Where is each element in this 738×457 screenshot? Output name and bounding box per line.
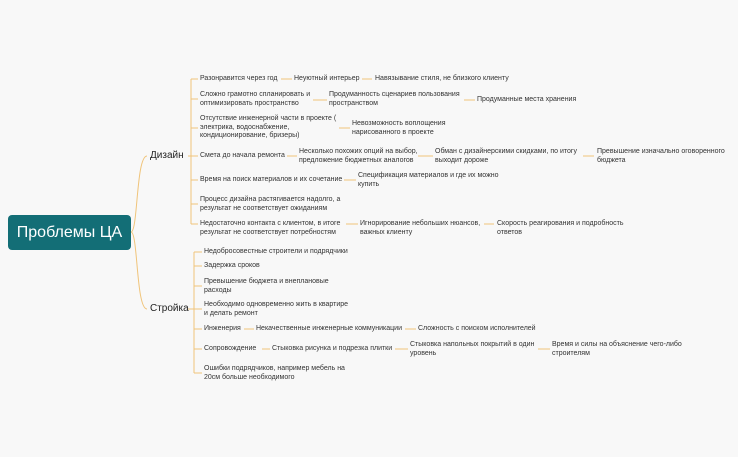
node-ignorirovanie[interactable] xyxy=(360,220,480,237)
line: бюджета xyxy=(597,156,626,164)
line: Время и силы на объяснение чего-либо xyxy=(552,341,682,348)
line: электрика, водоснабжение, xyxy=(200,123,290,131)
node-inzheneriya[interactable]: Инженерия xyxy=(204,325,241,332)
node-neuyutny[interactable]: Неуютный интерьер xyxy=(294,75,360,82)
node-stykovka-napolnyh[interactable] xyxy=(410,341,534,358)
node-soprovozhdenie[interactable]: Сопровождение xyxy=(204,345,257,352)
node-produmannost-scenariev[interactable] xyxy=(329,91,460,108)
node-nekachestvennye[interactable]: Некачественные инженерные коммуникации xyxy=(256,325,402,332)
node-produmannye-mesta[interactable]: Продуманные места хранения xyxy=(477,96,577,103)
line: Ошибки подрядчиков, например мебель на xyxy=(204,365,345,372)
line: Продуманность сценариев пользования xyxy=(329,91,460,98)
root-label: Проблемы ЦА xyxy=(16,223,123,241)
line: Превышение изначально оговоренного xyxy=(597,148,725,155)
line: и делать ремонт xyxy=(204,309,258,317)
node-neobhodimo-zhit[interactable] xyxy=(204,301,348,318)
node-otsutstvie-inzhenernoy[interactable] xyxy=(200,115,336,141)
node-nedobrosovestnye[interactable]: Недобросовестные строители и подрядчики xyxy=(204,248,348,255)
line: пространством xyxy=(329,99,378,107)
line: ответов xyxy=(497,228,522,236)
line: предложение бюджетных аналогов xyxy=(299,156,414,164)
node-specifikaciya[interactable] xyxy=(358,172,499,189)
connector-root-build xyxy=(131,232,147,309)
line: купить xyxy=(358,180,380,188)
line: результат не соответствует потребностям xyxy=(200,228,336,236)
node-zaderzhka[interactable]: Задержка сроков xyxy=(204,262,260,269)
line: Невозможность воплощения xyxy=(352,120,446,127)
node-oshibki-podryadchikov[interactable] xyxy=(204,365,345,382)
line: строителям xyxy=(552,349,590,357)
connector-design-children xyxy=(188,79,198,224)
line: важных клиенту xyxy=(360,228,413,236)
line: оптимизировать пространство xyxy=(200,99,299,107)
line: Сложно грамотно спланировать и xyxy=(200,91,311,98)
line: Несколько похожих опций на выбор, xyxy=(299,148,418,155)
root-node[interactable] xyxy=(8,215,131,250)
line: расходы xyxy=(204,286,232,294)
node-neskolko-opciy[interactable] xyxy=(299,148,418,165)
node-nedostatochno-kontakta[interactable] xyxy=(200,220,340,237)
line: Скорость реагирования и подробность xyxy=(497,220,624,227)
node-razonravitsya[interactable]: Разонравится через год xyxy=(200,75,278,82)
connector-build-children xyxy=(188,252,202,373)
line: Спецификация материалов и где их можно xyxy=(358,172,499,179)
node-stykovka-risunka[interactable]: Стыковка рисунка и подрезка плитки xyxy=(272,345,393,352)
node-slozhno-splanirovat[interactable] xyxy=(200,91,310,108)
branch-design[interactable]: Дизайн xyxy=(150,150,184,161)
node-smeta[interactable]: Смета до начала ремонта xyxy=(200,152,285,159)
line: 20см больше необходимого xyxy=(204,373,295,381)
line: Процесс дизайна растягивается надолго, а xyxy=(200,196,341,203)
node-obman-skidkami[interactable] xyxy=(435,148,577,165)
line: Стыковка напольных покрытий в один xyxy=(410,341,535,348)
line: Игнорирование небольших нюансов, xyxy=(360,220,481,227)
line: Отсутствие инженерной части в проекте ( xyxy=(200,115,337,122)
node-prevyshenie-rashody[interactable] xyxy=(204,278,329,295)
line: нарисованного в проекте xyxy=(352,128,434,136)
line: кондиционирование, бризеры) xyxy=(200,132,300,139)
node-vremya-poisk[interactable]: Время на поиск материалов и их сочетание xyxy=(200,176,343,183)
node-prevyshenie-byudzheta[interactable] xyxy=(597,148,725,165)
branch-build[interactable]: Стройка xyxy=(150,303,189,314)
node-vremya-sily[interactable] xyxy=(552,341,682,358)
node-slozhnost-poisk[interactable]: Сложность с поиском исполнителей xyxy=(418,325,536,332)
line: Превышение бюджета и внеплановые xyxy=(204,278,329,285)
line: результат не соответствует ожиданиям xyxy=(200,204,328,212)
line: выходит дороже xyxy=(435,156,489,164)
line: Недостаточно контакта с клиентом, в итоге xyxy=(200,220,341,227)
node-navyazyvanie[interactable]: Навязывание стиля, не близкого клиенту xyxy=(375,75,509,82)
line: Необходимо одновременно жить в квартире xyxy=(204,301,349,308)
node-nevozmozhnost[interactable] xyxy=(352,120,446,137)
connector-root-design xyxy=(131,156,147,232)
node-skorost-reagirovaniya[interactable] xyxy=(497,220,624,237)
node-process-dizayna[interactable] xyxy=(200,196,340,213)
line: уровень xyxy=(410,349,437,357)
line: Обман с дизайнерскими скидками, по итогу xyxy=(435,148,577,155)
